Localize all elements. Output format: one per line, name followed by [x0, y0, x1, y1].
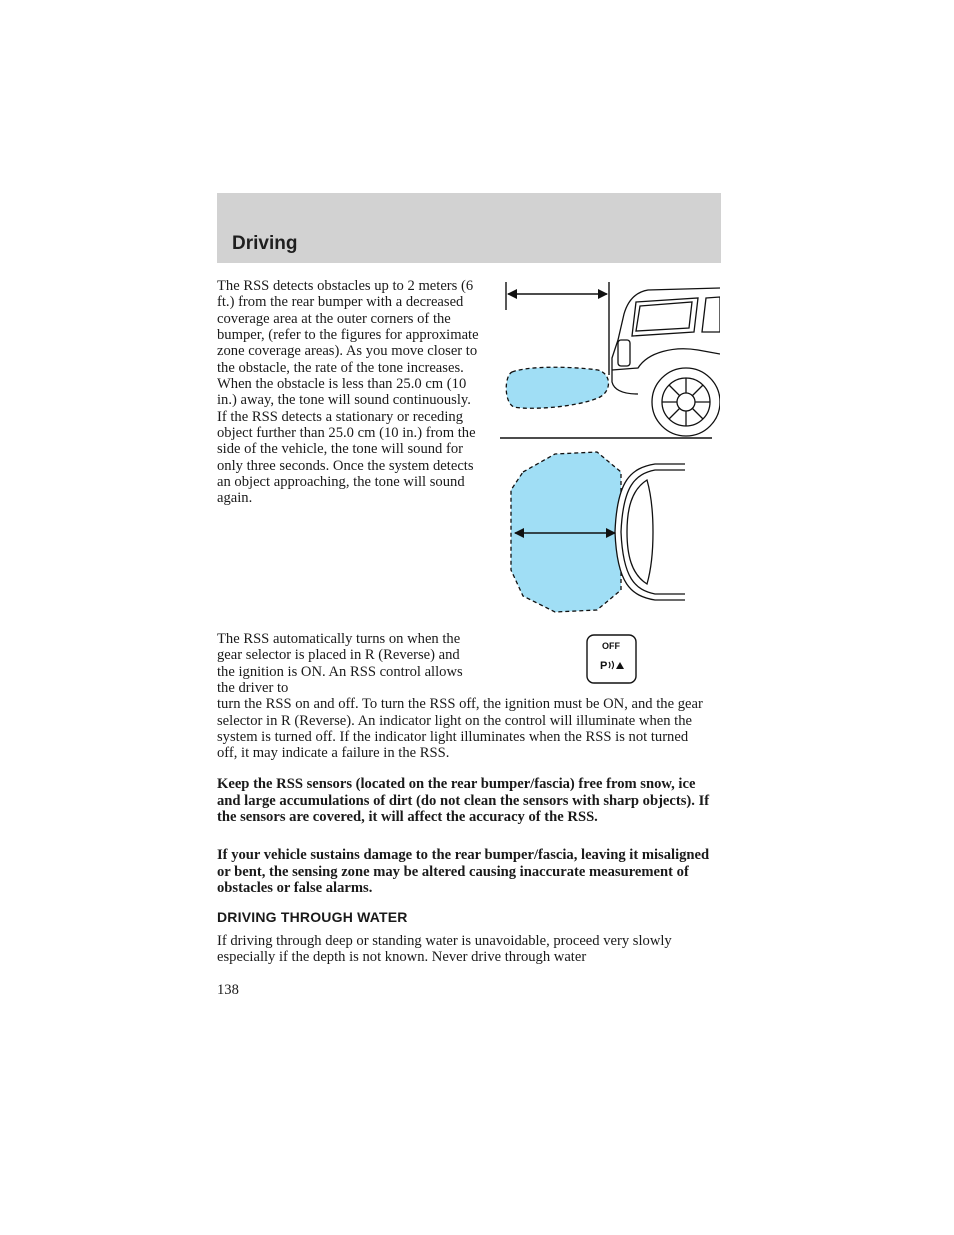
- top-detection-zone: [511, 452, 621, 612]
- side-detection-zone: [506, 367, 608, 408]
- vehicle-rear-top: [615, 464, 685, 600]
- bumper-damage-warning: If your vehicle sustains damage to the rear bumper/fascia, leaving it misaligned or bent, the sensing zone may be altered causing inaccurate measurement of obstacles or false alarms.: [217, 847, 710, 896]
- rss-off-button-label: OFF: [602, 641, 620, 651]
- park-sensor-symbol: P: [600, 660, 608, 672]
- rss-side-view-illustration: [498, 280, 720, 442]
- sensor-care-warning: Keep the RSS sensors (located on the rear bumper/fascia) free from snow, ice and large accumulations of dirt (do not clean the sensors with sharp objects). If the sensors are covered, it will affect the accuracy of the RSS.: [217, 776, 710, 825]
- rss-auto-on-wide-text: turn the RSS on and off. To turn the RSS off, the ignition must be ON, and the gear selector in R (Reverse). An indicator light on the control will illuminate when the system is turned off. If the indicator light illuminates when the RSS is not turned off, it may indicate a failure in the RSS.: [217, 696, 703, 762]
- section-title: Driving: [232, 233, 298, 254]
- rss-detection-paragraph: The RSS detects obstacles up to 2 meters (6 ft.) from the rear bumper with a decreased coverage area at the outer corners of the bumper, (refer to the figures for approximate zone coverage areas). As you move closer to the obstacle, the rate of the tone increases. When the obstacle is less than 25.0 cm (10 in.) away, the tone will sound continuously. If the RSS detects a stationary or receding object further than 25.0 cm (10 in.) from the side of the vehicle, the tone will sound for only three seconds. Once the system detects an object approaching, the tone will sound again.: [217, 278, 479, 507]
- driving-through-water-heading: DRIVING THROUGH WATER: [217, 909, 408, 925]
- section-header-band: [217, 193, 721, 263]
- rss-top-view-illustration: [505, 450, 690, 615]
- page-number: 138: [217, 982, 239, 998]
- driving-through-water-paragraph: If driving through deep or standing water is unavoidable, proceed very slowly especially if the depth is not known. Never drive through water: [217, 933, 672, 966]
- vehicle-rear-side: [612, 288, 720, 436]
- rss-auto-on-narrow-text: The RSS automatically turns on when the gear selector is placed in R (Reverse) and the ignition is ON. An RSS control allows the driver to: [217, 631, 463, 697]
- rss-auto-on-paragraph: [217, 631, 707, 762]
